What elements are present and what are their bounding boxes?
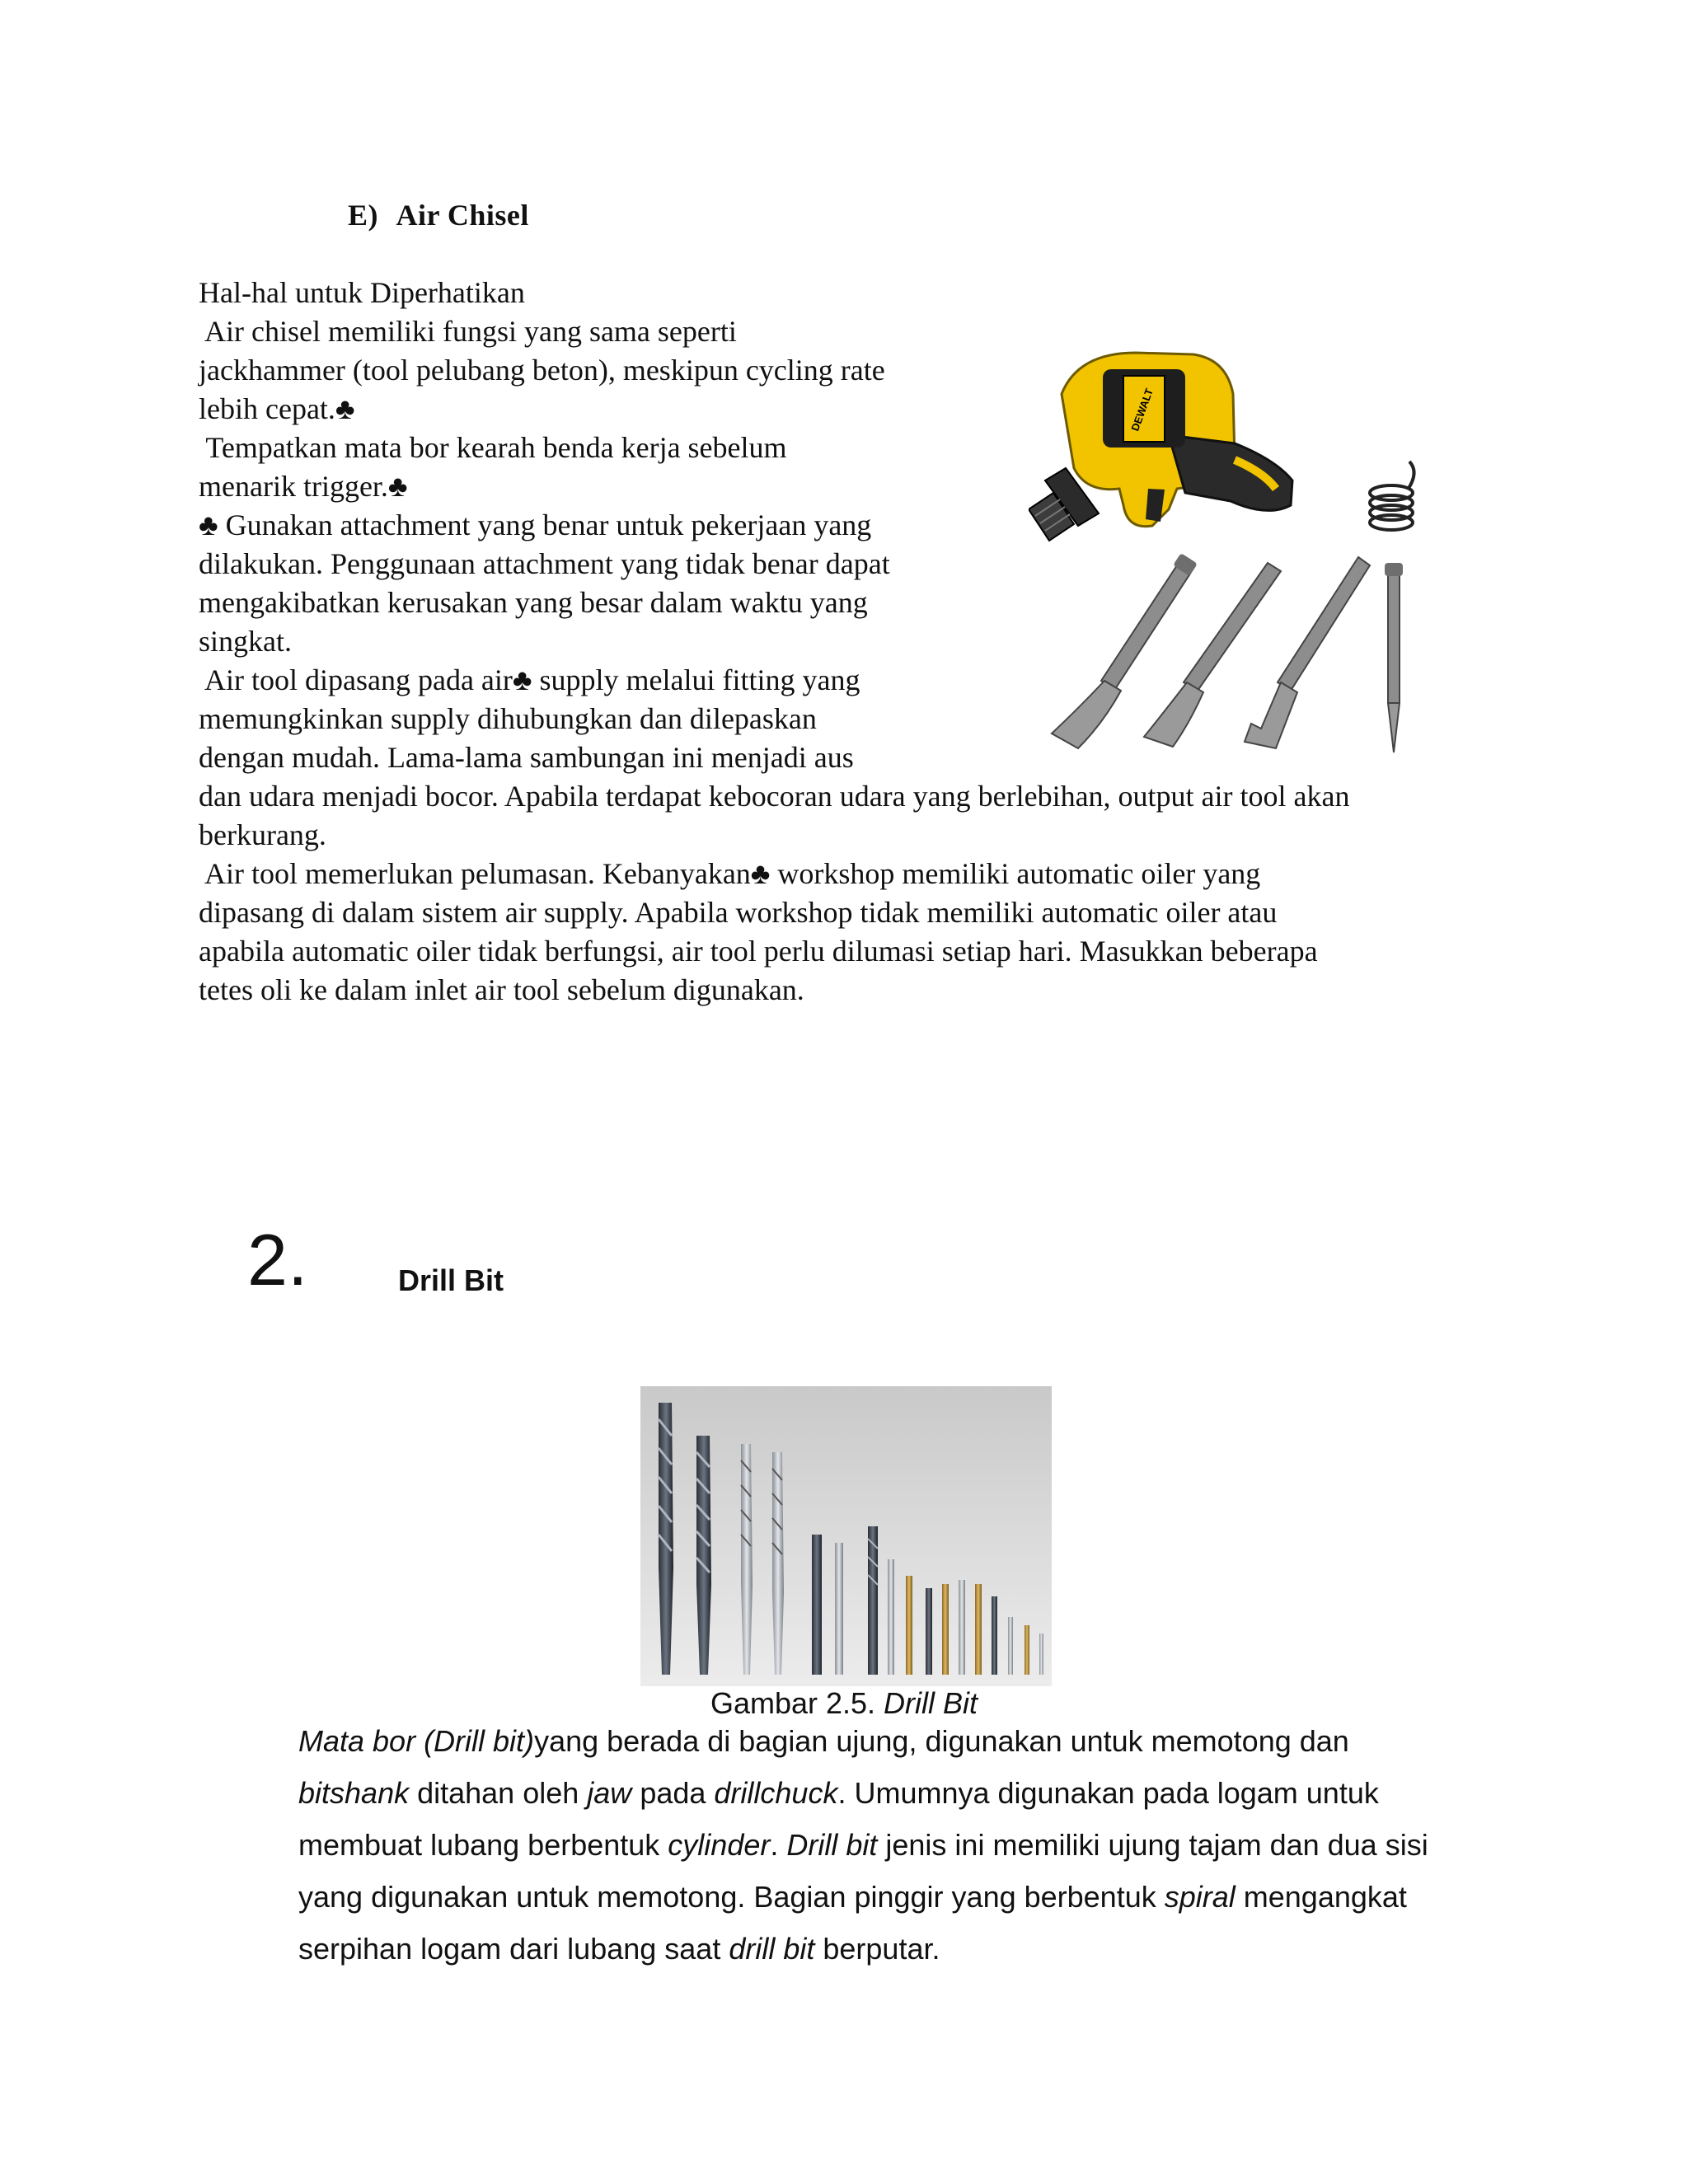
text-line: dilakukan. Penggunaan attachment yang tidak benar dapat xyxy=(199,547,890,580)
text-span: jenis ini memiliki ujung tajam dan dua sisi xyxy=(877,1828,1428,1862)
section-title-drill-bit: Drill Bit xyxy=(398,1263,504,1297)
text-span: pada xyxy=(631,1776,715,1810)
text-span: bitshank xyxy=(298,1776,410,1810)
text-line: Air tool dipasang pada air♣ supply melalui fitting yang xyxy=(199,663,860,696)
text-line: menarik trigger.♣ xyxy=(199,470,408,503)
caption-italic: Drill Bit xyxy=(884,1686,978,1720)
brand-label: DEWALT xyxy=(1128,387,1156,434)
drill-bits-set-icon xyxy=(640,1386,1052,1686)
text-span: berputar. xyxy=(814,1932,940,1966)
text-line: berkurang. xyxy=(199,818,326,851)
text-span: . Umumnya digunakan pada logam untuk xyxy=(837,1776,1379,1810)
text-line: apabila automatic oiler tidak berfungsi, air tool perlu dilumasi setiap hari. Masukkan beberapa xyxy=(199,935,1318,968)
text-line: Hal-hal untuk Diperhatikan xyxy=(199,276,525,309)
section-title: Air Chisel xyxy=(396,199,529,232)
section-number: 2. xyxy=(247,1219,308,1301)
text-span: cylinder xyxy=(668,1828,771,1862)
text-line: dengan mudah. Lama-lama sambungan ini menjadi aus xyxy=(199,741,854,774)
text-line: Air chisel memiliki fungsi yang sama seperti xyxy=(199,315,737,348)
paragraph-line xyxy=(298,1776,1379,1811)
text-line: memungkinkan supply dihubungkan dan dilepaskan xyxy=(199,702,817,735)
text-line: singkat. xyxy=(199,625,292,658)
text-line: dipasang di dalam sistem air supply. Apabila workshop tidak memiliki automatic oiler atau xyxy=(199,896,1278,929)
air-chisel-image xyxy=(1029,336,1457,765)
text-span: . xyxy=(770,1828,787,1862)
text-span: drillchuck xyxy=(714,1776,838,1810)
text-span: drill bit xyxy=(729,1932,815,1966)
text-span: Mata bor (Drill bit) xyxy=(298,1724,535,1758)
text-span: mengangkat xyxy=(1235,1880,1407,1914)
text-line: mengakibatkan kerusakan yang besar dalam waktu yang xyxy=(199,586,868,619)
paragraph-line xyxy=(298,1828,1428,1863)
text-line: ♣ Gunakan attachment yang benar untuk pekerjaan yang xyxy=(199,509,872,541)
figure-caption xyxy=(0,1686,1688,1721)
text-line: jackhammer (tool pelubang beton), meskipun cycling rate xyxy=(199,354,885,387)
section-label: E) xyxy=(348,199,378,232)
text-span: serpihan logam dari lubang saat xyxy=(298,1932,729,1966)
paragraph-line xyxy=(298,1880,1407,1915)
text-span: jaw xyxy=(587,1776,632,1810)
text-span: membuat lubang berbentuk xyxy=(298,1828,668,1862)
paragraph-line xyxy=(298,1932,940,1966)
text-span: Drill bit xyxy=(786,1828,878,1862)
drill-bits-image xyxy=(640,1386,1052,1686)
text-line: tetes oli ke dalam inlet air tool sebelum digunakan. xyxy=(199,973,804,1006)
text-line: lebih cepat.♣ xyxy=(199,392,355,425)
text-span: yang berada di bagian ujung, digunakan untuk memotong dan xyxy=(534,1724,1349,1758)
text-line: dan udara menjadi bocor. Apabila terdapat kebocoran udara yang berlebihan, output air tool akan xyxy=(199,780,1350,813)
text-line: Tempatkan mata bor kearah benda kerja sebelum xyxy=(199,431,787,464)
caption-prefix: Gambar 2.5. xyxy=(710,1686,884,1720)
air-chisel-with-bits-icon xyxy=(1029,336,1457,765)
text-span: yang digunakan untuk memotong. Bagian pinggir yang berbentuk xyxy=(298,1880,1165,1914)
text-span: ditahan oleh xyxy=(409,1776,588,1810)
text-span: spiral xyxy=(1164,1880,1236,1914)
paragraph-line xyxy=(298,1724,1349,1759)
text-line: Air tool memerlukan pelumasan. Kebanyakan♣ workshop memiliki automatic oiler yang xyxy=(199,857,1261,890)
section-heading-air-chisel xyxy=(348,198,529,232)
